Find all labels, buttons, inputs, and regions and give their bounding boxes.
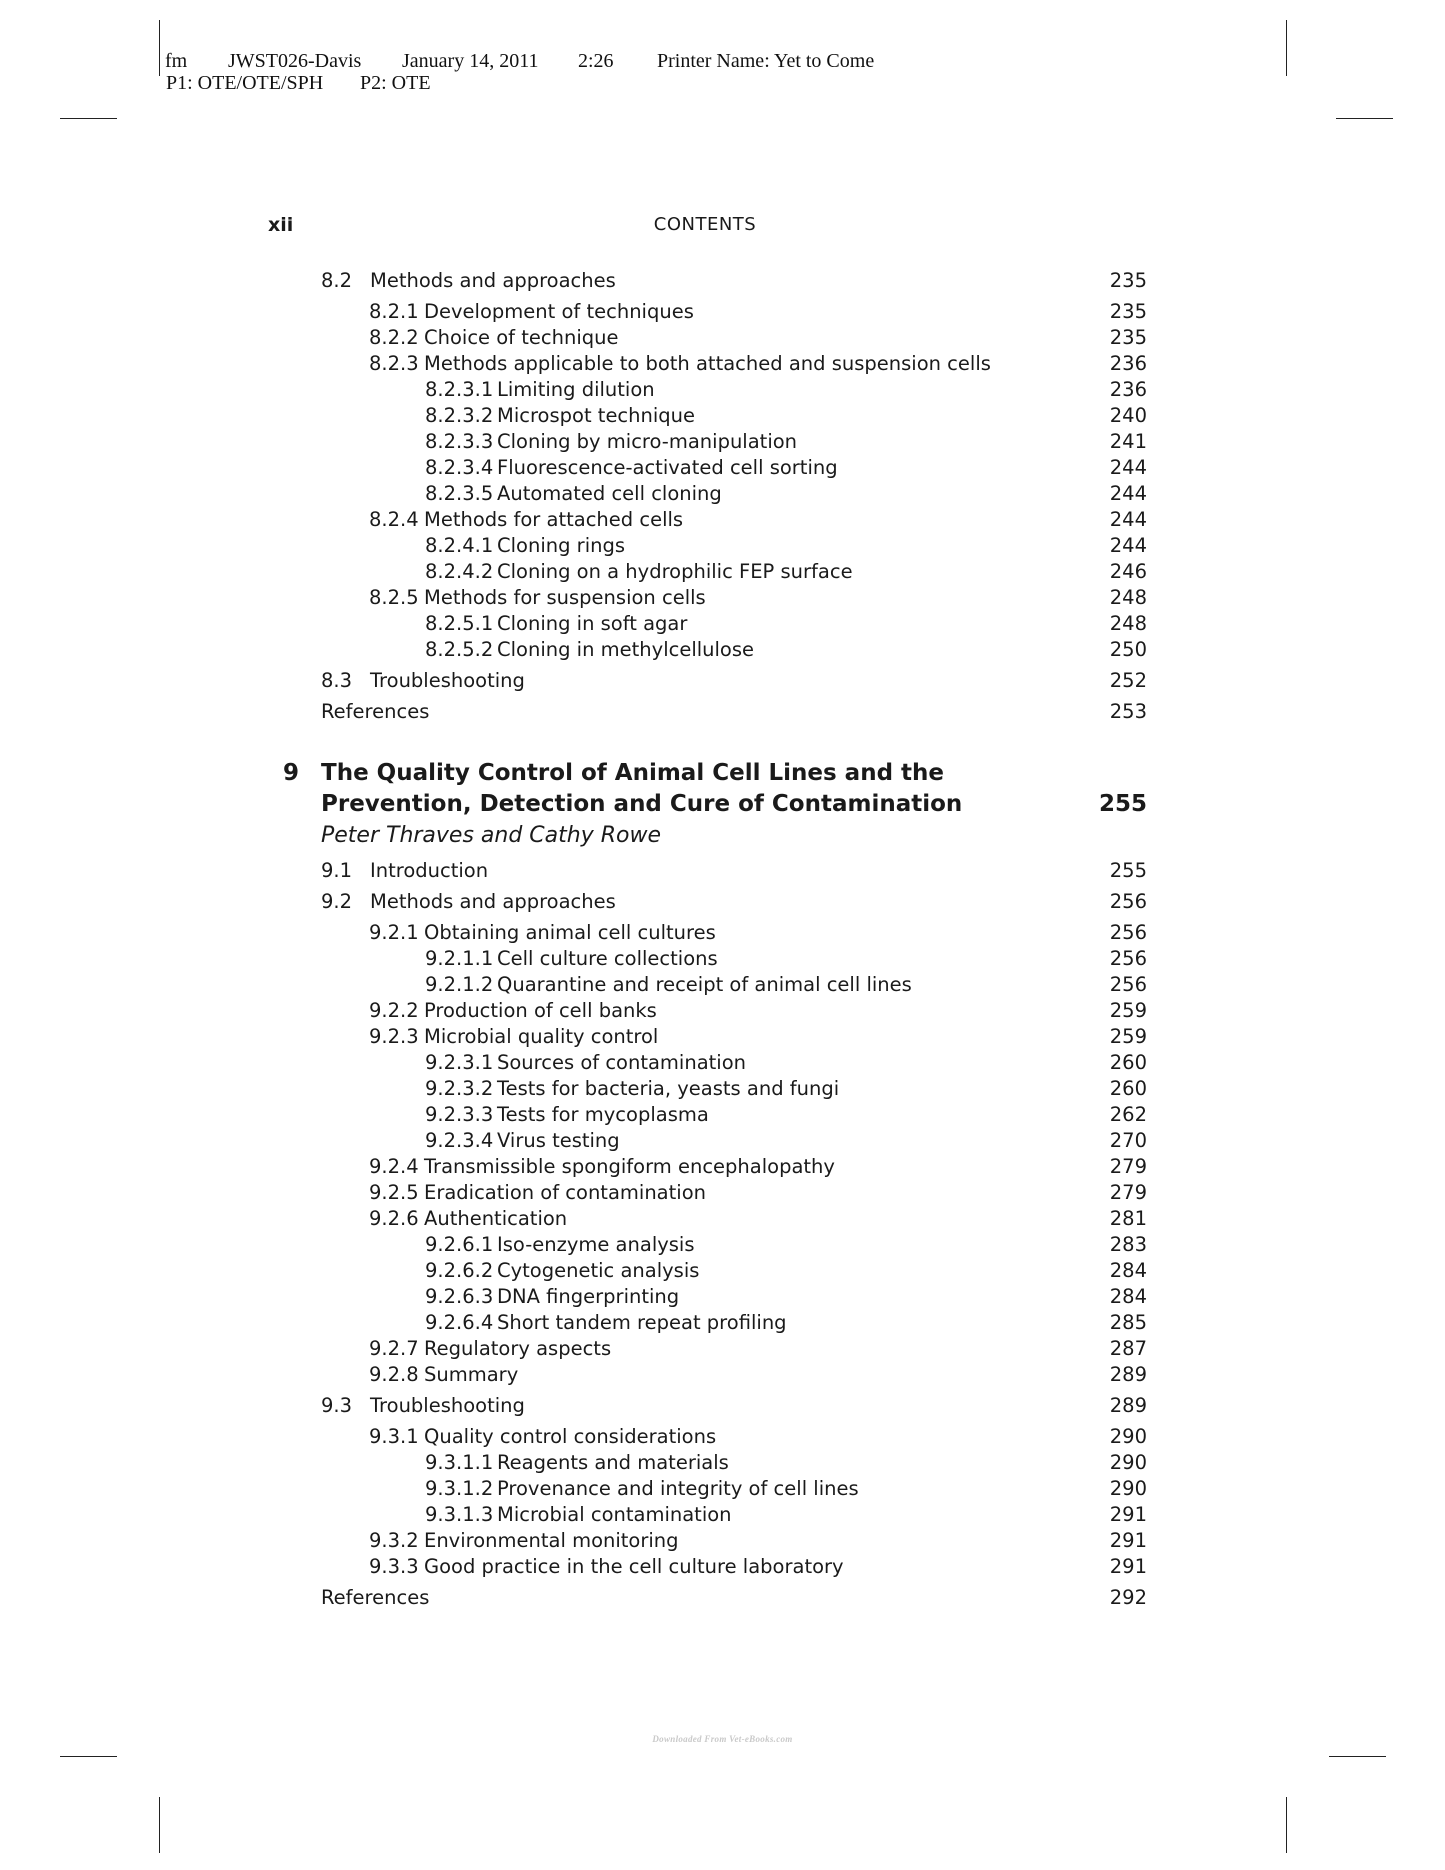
printer-slug: [165, 50, 875, 94]
toc-entry-page: 240: [1109, 404, 1147, 427]
toc-entry-title: Methods applicable to both attached and suspension cells: [424, 352, 991, 375]
toc-entry-page: 291: [1109, 1503, 1147, 1526]
toc-entry-title: Tests for mycoplasma: [497, 1103, 709, 1126]
crop-mark: [60, 118, 117, 119]
toc-entry-number: 9.2.5: [369, 1181, 419, 1204]
toc-entry-number: 9.2.6.1: [425, 1233, 494, 1256]
toc-entry: [265, 1450, 1147, 1476]
toc-entry: [265, 1362, 1147, 1388]
toc-entry: [265, 268, 1147, 294]
toc-entry-number: 8.2: [321, 269, 353, 292]
toc-entry-title: Environmental monitoring: [424, 1529, 679, 1552]
toc-entry-page: 260: [1109, 1051, 1147, 1074]
toc-entry-title: Cloning rings: [497, 534, 626, 557]
toc-entry-title: Choice of technique: [424, 326, 619, 349]
toc-entry: [265, 1424, 1147, 1450]
toc-entry: [265, 1102, 1147, 1128]
toc-entry-number: 8.2.3.4: [425, 456, 494, 479]
toc-entry-number: 8.2.2: [369, 326, 419, 349]
toc-entry-number: 9.3.3: [369, 1555, 419, 1578]
toc-entry-title: References: [321, 1586, 430, 1609]
toc-entry-title: Development of techniques: [424, 300, 694, 323]
toc-entry: [265, 1258, 1147, 1284]
slug-field: P2: OTE: [360, 72, 431, 94]
toc-entry: [265, 972, 1147, 998]
toc-entry: [265, 1528, 1147, 1554]
toc-entry: [265, 507, 1147, 533]
toc-entry-page: 252: [1109, 669, 1147, 692]
toc-entry-number: 9.2.6.2: [425, 1259, 494, 1282]
toc-entry: [265, 699, 1147, 725]
toc-entry-title: Microbial quality control: [424, 1025, 659, 1048]
toc-entry: [265, 1128, 1147, 1154]
toc-entry: [265, 1180, 1147, 1206]
toc-entry-page: 236: [1109, 352, 1147, 375]
toc-entry-number: 9.2.3.1: [425, 1051, 494, 1074]
toc-entry-page: 246: [1109, 560, 1147, 583]
toc-entry-title: Troubleshooting: [370, 669, 525, 692]
toc-entry-title: Good practice in the cell culture laboratory: [424, 1555, 844, 1578]
toc-entry-page: 253: [1109, 700, 1147, 723]
toc-entry-page: 284: [1109, 1259, 1147, 1282]
toc-entry-page: 235: [1109, 326, 1147, 349]
running-title: CONTENTS: [653, 214, 757, 235]
toc-entry: [265, 1024, 1147, 1050]
toc-entry-page: 290: [1109, 1477, 1147, 1500]
toc-entry-title: Limiting dilution: [497, 378, 655, 401]
toc-entry: [265, 559, 1147, 585]
toc-entry-number: 9.3.1.2: [425, 1477, 494, 1500]
toc-entry-number: 9.2.3: [369, 1025, 419, 1048]
slug-line-2: [165, 72, 851, 94]
toc-entry-title: Provenance and integrity of cell lines: [497, 1477, 859, 1500]
toc-entry-page: 244: [1109, 534, 1147, 557]
chapter-authors: Peter Thraves and Cathy Rowe: [321, 823, 662, 848]
toc-entry-number: 9.1: [321, 859, 353, 882]
slug-field: fm: [165, 50, 188, 72]
crop-mark: [1286, 20, 1287, 76]
toc-entry-number: 9.3.1: [369, 1425, 419, 1448]
toc-entry-title: Fluorescence-activated cell sorting: [497, 456, 838, 479]
toc-entry-page: 270: [1109, 1129, 1147, 1152]
toc-entry-page: 279: [1109, 1155, 1147, 1178]
toc-entry: [265, 325, 1147, 351]
slug-field: P1: OTE/OTE/SPH: [166, 72, 324, 94]
toc-entry: [265, 351, 1147, 377]
toc-entry-page: 255: [1109, 859, 1147, 882]
toc-entry: [265, 1232, 1147, 1258]
toc-entry-page: 262: [1109, 1103, 1147, 1126]
crop-mark: [60, 1756, 117, 1757]
crop-mark: [1336, 118, 1393, 119]
toc-entry-title: Methods and approaches: [370, 269, 616, 292]
toc-entry-page: 283: [1109, 1233, 1147, 1256]
toc-entry-page: 289: [1109, 1394, 1147, 1417]
toc-entry-number: 9.3: [321, 1394, 353, 1417]
toc-entry-title: Introduction: [370, 859, 489, 882]
toc-entry-page: 248: [1109, 586, 1147, 609]
toc-entry-number: 8.2.1: [369, 300, 419, 323]
toc-entry: [265, 1310, 1147, 1336]
toc-entry: [265, 455, 1147, 481]
toc-entry-title: Microspot technique: [497, 404, 696, 427]
toc-entry: [265, 1284, 1147, 1310]
toc-entry-page: 256: [1109, 947, 1147, 970]
toc-entry-number: 8.2.4.2: [425, 560, 494, 583]
toc-entry-page: 290: [1109, 1451, 1147, 1474]
toc-entry-title: Regulatory aspects: [424, 1337, 612, 1360]
crop-mark: [1286, 1797, 1287, 1853]
toc-entry-title: Quality control considerations: [424, 1425, 717, 1448]
toc-entry-title: Tests for bacteria, yeasts and fungi: [497, 1077, 840, 1100]
toc-entry-number: 8.2.3.3: [425, 430, 494, 453]
toc-entry-number: 8.3: [321, 669, 353, 692]
toc-entry-title: Iso-enzyme analysis: [497, 1233, 695, 1256]
toc-entry-number: 8.2.5.1: [425, 612, 494, 635]
toc-entry-number: 9.2.8: [369, 1363, 419, 1386]
toc-entry-title: DNA fingerprinting: [497, 1285, 680, 1308]
toc-entry: [265, 998, 1147, 1024]
toc-entry-title: Cell culture collections: [497, 947, 718, 970]
toc-entry: [265, 377, 1147, 403]
toc-entry-number: 8.2.3: [369, 352, 419, 375]
toc-entry-number: 8.2.3.5: [425, 482, 494, 505]
toc-entry-page: 287: [1109, 1337, 1147, 1360]
slug-field: January 14, 2011: [402, 50, 539, 72]
toc-entry-number: 9.2.1.2: [425, 973, 494, 996]
toc-entry-title: Authentication: [424, 1207, 568, 1230]
slug-line-1: [165, 50, 875, 72]
toc-entry: [265, 1554, 1147, 1580]
toc-entry-page: 284: [1109, 1285, 1147, 1308]
toc-entry-page: 259: [1109, 999, 1147, 1022]
toc-entry: [265, 1076, 1147, 1102]
toc-entry: [265, 533, 1147, 559]
toc-entry: [265, 1336, 1147, 1362]
toc-entry-title: Summary: [424, 1363, 519, 1386]
toc-entry-title: Short tandem repeat profiling: [497, 1311, 787, 1334]
slug-field: JWST026-Davis: [228, 50, 362, 72]
toc-entry-number: 9.3.2: [369, 1529, 419, 1552]
toc-entry-number: 8.2.3.1: [425, 378, 494, 401]
table-of-contents: [265, 268, 1147, 1611]
page-folio: xii: [268, 214, 294, 236]
toc-entry-number: 9.2.1: [369, 921, 419, 944]
chapter-title: The Quality Control of Animal Cell Lines and the Prevention, Detection and Cure of Contamination: [321, 760, 963, 817]
toc-entry-number: 9.3.1.1: [425, 1451, 494, 1474]
toc-entry-number: 9.3.1.3: [425, 1503, 494, 1526]
toc-entry-page: 235: [1109, 300, 1147, 323]
toc-entry: [265, 481, 1147, 507]
toc-entry-number: 9.2.7: [369, 1337, 419, 1360]
toc-entry-title: Quarantine and receipt of animal cell lines: [497, 973, 912, 996]
toc-entry-number: 9.2.3.3: [425, 1103, 494, 1126]
toc-entry-number: 9.2.2: [369, 999, 419, 1022]
toc-entry-page: 289: [1109, 1363, 1147, 1386]
toc-entry-page: 235: [1109, 269, 1147, 292]
toc-entry-number: 9.2.6.4: [425, 1311, 494, 1334]
chapter-page: 255: [1098, 791, 1147, 817]
toc-entry: [265, 585, 1147, 611]
toc-entry-title: Automated cell cloning: [497, 482, 722, 505]
slug-field: 2:26: [578, 50, 614, 72]
toc-entry-number: 8.2.3.2: [425, 404, 494, 427]
toc-entry-number: 8.2.4: [369, 508, 419, 531]
toc-entry-title: Troubleshooting: [370, 1394, 525, 1417]
toc-entry-title: Transmissible spongiform encephalopathy: [424, 1155, 835, 1178]
toc-entry-number: 9.2: [321, 890, 353, 913]
toc-entry-title: Eradication of contamination: [424, 1181, 706, 1204]
crop-mark: [159, 1797, 160, 1853]
toc-entry-title: Virus testing: [497, 1129, 620, 1152]
toc-entry: [265, 1154, 1147, 1180]
chapter-8-entries: [265, 268, 1147, 725]
toc-entry-number: 8.2.4.1: [425, 534, 494, 557]
crop-mark: [159, 20, 160, 76]
toc-entry-number: 9.2.6.3: [425, 1285, 494, 1308]
toc-entry-title: Cloning in soft agar: [497, 612, 688, 635]
toc-entry-title: Methods and approaches: [370, 890, 616, 913]
toc-entry-title: Cloning in methylcellulose: [497, 638, 755, 661]
toc-entry-page: 244: [1109, 482, 1147, 505]
slug-field: Printer Name: Yet to Come: [657, 50, 875, 72]
toc-entry-page: 250: [1109, 638, 1147, 661]
toc-entry-title: Production of cell banks: [424, 999, 657, 1022]
toc-entry: [265, 1206, 1147, 1232]
toc-entry: [265, 889, 1147, 915]
toc-entry: [265, 858, 1147, 884]
toc-entry: [265, 1502, 1147, 1528]
toc-entry-page: 248: [1109, 612, 1147, 635]
toc-entry-page: 256: [1109, 973, 1147, 996]
chapter-9-entries: [265, 858, 1147, 1611]
toc-entry: [265, 946, 1147, 972]
toc-entry-page: 291: [1109, 1555, 1147, 1578]
toc-entry-title: References: [321, 700, 430, 723]
toc-entry-number: 9.2.6: [369, 1207, 419, 1230]
toc-entry-title: Obtaining animal cell cultures: [424, 921, 716, 944]
toc-entry-title: Methods for suspension cells: [424, 586, 706, 609]
chapter-number: 9: [283, 760, 300, 786]
toc-entry-title: Methods for attached cells: [424, 508, 684, 531]
toc-entry: [265, 403, 1147, 429]
toc-entry-number: 9.2.3.2: [425, 1077, 494, 1100]
toc-entry-page: 279: [1109, 1181, 1147, 1204]
toc-entry-page: 244: [1109, 508, 1147, 531]
crop-mark: [1329, 1756, 1386, 1757]
toc-entry: [265, 637, 1147, 663]
toc-entry-title: Cytogenetic analysis: [497, 1259, 700, 1282]
toc-entry-page: 291: [1109, 1529, 1147, 1552]
toc-entry-page: 241: [1109, 430, 1147, 453]
toc-entry-number: 9.2.3.4: [425, 1129, 494, 1152]
download-watermark: Downloaded From Vet-eBooks.com: [652, 1734, 793, 1744]
toc-entry-title: Cloning on a hydrophilic FEP surface: [497, 560, 853, 583]
toc-entry-page: 290: [1109, 1425, 1147, 1448]
toc-entry-number: 8.2.5.2: [425, 638, 494, 661]
toc-entry-page: 244: [1109, 456, 1147, 479]
toc-entry: [265, 611, 1147, 637]
toc-entry-number: 9.2.4: [369, 1155, 419, 1178]
chapter-heading: [265, 758, 1147, 852]
toc-entry-title: Cloning by micro-manipulation: [497, 430, 798, 453]
toc-entry: [265, 1585, 1147, 1611]
toc-entry: [265, 668, 1147, 694]
toc-entry-page: 256: [1109, 890, 1147, 913]
toc-entry: [265, 1393, 1147, 1419]
toc-entry-title: Microbial contamination: [497, 1503, 732, 1526]
toc-entry: [265, 1476, 1147, 1502]
toc-entry-title: Reagents and materials: [497, 1451, 729, 1474]
toc-entry-page: 259: [1109, 1025, 1147, 1048]
toc-entry-page: 281: [1109, 1207, 1147, 1230]
toc-entry: [265, 920, 1147, 946]
toc-entry: [265, 1050, 1147, 1076]
toc-entry-page: 236: [1109, 378, 1147, 401]
toc-entry-title: Sources of contamination: [497, 1051, 747, 1074]
toc-entry-page: 292: [1109, 1586, 1147, 1609]
toc-entry: [265, 429, 1147, 455]
toc-entry: [265, 299, 1147, 325]
toc-entry-page: 260: [1109, 1077, 1147, 1100]
toc-entry-page: 285: [1109, 1311, 1147, 1334]
toc-entry-number: 8.2.5: [369, 586, 419, 609]
toc-entry-number: 9.2.1.1: [425, 947, 494, 970]
running-head: [265, 214, 1145, 236]
toc-entry-page: 256: [1109, 921, 1147, 944]
